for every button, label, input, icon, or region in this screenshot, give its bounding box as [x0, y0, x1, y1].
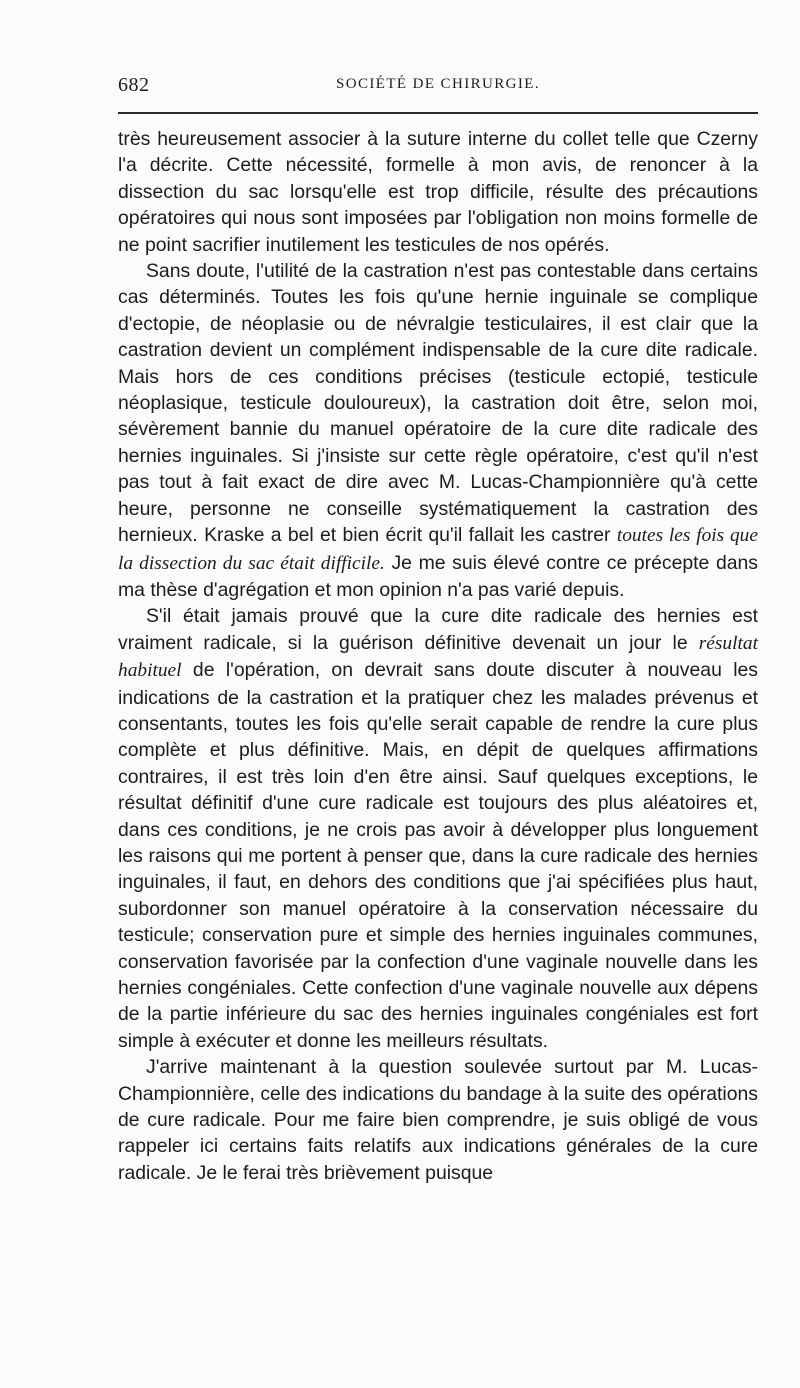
paragraph-3-italic: résultat habituel	[118, 632, 758, 682]
paragraph-4-text: J'arrive maintenant à la question soulevée surtout par M. Lucas-Championnière, celle des indications du bandage à la suite des opérations de cure radicale. Pour me faire bien comprendre, je suis obligé de vous rappeler ici certains faits relatifs aux indications générales de la cure radicale. Je le ferai très brièvement puisque	[118, 1056, 758, 1184]
running-head	[118, 74, 758, 100]
paragraph-2-text-a: Sans doute, l'utilité de la castration n'est pas contestable dans certains cas déterminés. Toutes les fois qu'une hernie inguinale se complique d'ectopie, de néoplasie ou de névralgie testiculaires, il est clair que la castration devient un complément indispensable de la cure dite radicale. Mais hors de ces conditions précises (testicule ectopié, testicule néoplasique, testicule douloureux), la castration doit être, selon moi, sévèrement bannie du manuel opératoire de la cure dite radicale des hernies inguinales. Si j'insiste sur cette règle opératoire, c'est qu'il n'est pas tout à fait exact de dire avec M. Lucas-Championnière qu'à cette heure, personne ne conseille systématiquement la castration des hernieux. Kraske a bel et bien écrit qu'il fallait les castrer	[118, 260, 758, 547]
body-text	[118, 126, 758, 1186]
page-number: 682	[118, 74, 150, 96]
paragraph-3-text-a: S'il était jamais prouvé que la cure dite radicale des hernies est vraiment radicale, si la guérison définitive devenait un jour le	[118, 605, 758, 654]
paragraph-1	[118, 126, 758, 258]
paragraph-2-italic: toutes les fois que la dissection du sac était difficile.	[118, 525, 758, 574]
journal-title: SOCIÉTÉ DE CHIRURGIE.	[336, 76, 540, 92]
paragraph-1-text: très heureusement associer à la suture interne du collet telle que Czerny l'a décrite. Cette nécessité, formelle à mon avis, de renoncer à la dissection du sac lorsqu'elle est trop difficile, résulte des précautions opératoires qui nous sont imposées par l'obligation non moins formelle de ne point sacrifier inutilement les testicules de nos opérés.	[118, 128, 758, 256]
paragraph-2	[118, 258, 758, 603]
paragraph-3	[118, 603, 758, 1054]
paragraph-2-text-b: Je me suis élevé contre ce précepte dans ma thèse d'agrégation et mon opinion n'a pas varié depuis.	[118, 551, 758, 601]
paragraph-4	[118, 1054, 758, 1186]
header-rule	[118, 112, 758, 114]
paragraph-3-text-b: de l'opération, on devrait sans doute discuter à nouveau les indications de la castration et la pratiquer chez les malades prévenus et consentants, toutes les fois qu'elle serait capable de rendre la cure plus complète et plus définitive. Mais, en dépit de quelques affirmations contraires, il est très loin d'en être ainsi. Sauf quelques exceptions, le résultat définitif d'une cure radicale est toujours des plus aléatoires et, dans ces conditions, je ne crois pas avoir à développer plus longuement les raisons qui me portent à penser que, dans la cure radicale des hernies inguinales, il faut, en dehors des conditions que j'ai spécifiées plus haut, subordonner son manuel opératoire à la conservation nécessaire du testicule; conservation pure et simple des hernies inguinales communes, conservation favorisée par la confection d'une vaginale nouvelle dans les hernies congéniales. Cette confection d'une vaginale nouvelle aux dépens de la partie inférieure du sac des hernies inguinales congéniales est fort simple à exécuter et donne les meilleurs résultats.	[118, 659, 758, 1052]
